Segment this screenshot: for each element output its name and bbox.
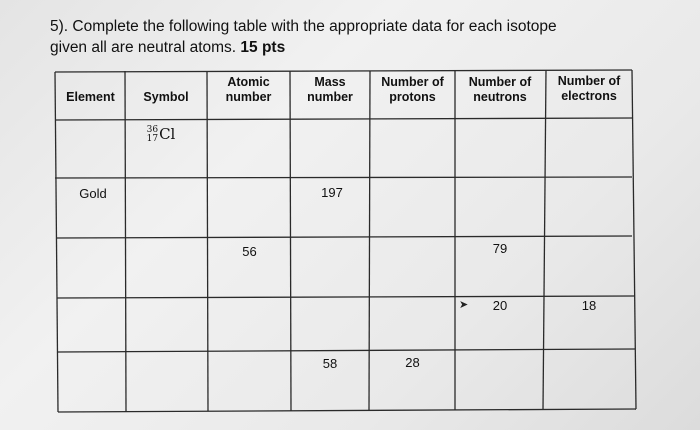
isotope-atomic-number: 17 <box>146 134 159 144</box>
row2-element: Gold <box>79 186 107 201</box>
table-col-2 <box>207 71 208 411</box>
row4-neutrons: 20 <box>492 298 508 313</box>
row4-electrons: 18 <box>581 298 597 313</box>
isotope-mass-number: 36 <box>146 125 159 135</box>
isotope-letters: Cl <box>159 125 176 143</box>
header-atomic-line1: Atomic <box>227 75 270 89</box>
header-protons-line2: protons <box>389 90 436 104</box>
table-col-1 <box>125 71 126 411</box>
header-protons-line1: Number of <box>381 75 444 89</box>
table-line-row4 <box>58 349 635 352</box>
header-electrons <box>545 74 633 104</box>
table-col-6 <box>543 70 546 410</box>
row5-mass: 58 <box>322 356 338 371</box>
header-mass-number <box>290 75 370 105</box>
row1-symbol-notation <box>126 126 196 144</box>
header-electrons-line2: electrons <box>561 89 617 103</box>
question-points: 15 pts <box>240 39 286 56</box>
table-line-row2 <box>57 236 632 238</box>
header-mass-line1: Mass <box>314 75 346 89</box>
header-element: Element <box>66 90 115 104</box>
table-col-right <box>632 70 636 409</box>
question-line1: Complete the following table with the appropriate data for each isotope <box>72 18 557 35</box>
table-col-left <box>55 72 58 412</box>
header-protons <box>370 75 455 105</box>
isotope-numbers <box>147 126 158 144</box>
question-number: 5). <box>50 18 69 35</box>
header-electrons-line1: Number of <box>557 74 621 88</box>
header-neutrons <box>455 75 545 105</box>
header-neutrons-line2: neutrons <box>473 90 527 104</box>
cursor-arrow-icon: ➤ <box>459 299 469 311</box>
row3-neutrons: 79 <box>492 241 508 256</box>
question-line2: given all are neutral atoms. <box>50 39 237 56</box>
header-atomic-number <box>207 75 290 105</box>
table-line-bottom <box>58 409 636 412</box>
header-symbol: Symbol <box>143 90 189 104</box>
header-atomic-line2: number <box>225 90 272 104</box>
row5-protons: 28 <box>405 355 420 370</box>
row3-atomic: 56 <box>242 244 257 259</box>
header-neutrons-line1: Number of <box>468 75 532 89</box>
header-mass-line2: number <box>307 90 353 104</box>
row2-mass: 197 <box>321 185 343 200</box>
